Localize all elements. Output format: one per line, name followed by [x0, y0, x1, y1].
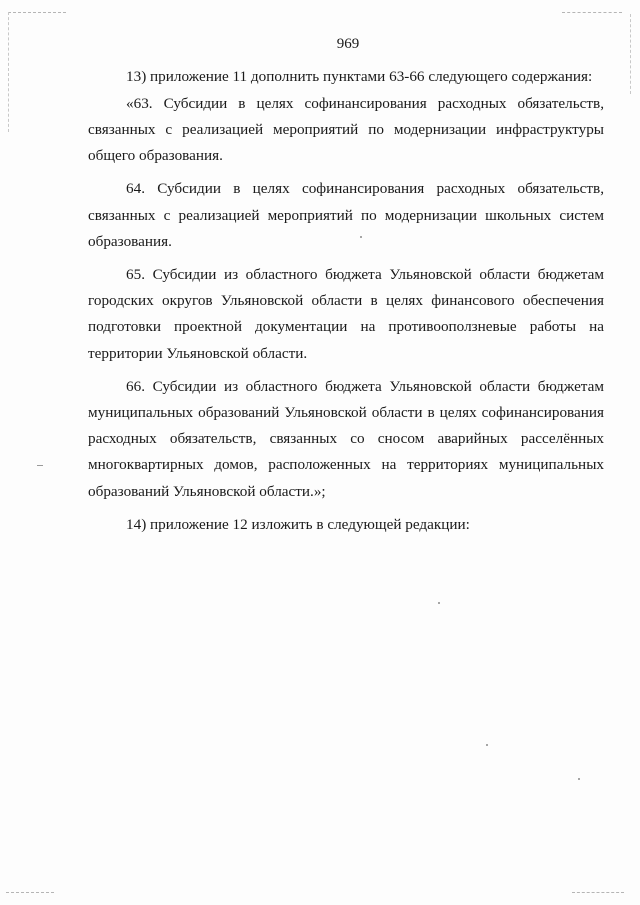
paragraph-subsidy-63: «63. Субсидии в целях софинансирования расходных обязательств, связанных с реализацией мероприятий по модернизации инфраструктуры общего образования.	[88, 94, 604, 165]
paragraph-item-14: 14) приложение 12 изложить в следующей редакции:	[126, 515, 470, 533]
scan-edge-top-right	[562, 12, 622, 13]
scan-edge-right	[630, 14, 631, 94]
scan-mark-left	[37, 465, 43, 466]
scan-speck	[438, 602, 440, 604]
page-number: 969	[336, 36, 360, 52]
scan-speck	[486, 744, 488, 746]
paragraph-subsidy-66: 66. Субсидии из областного бюджета Ульяновской области бюджетам муниципальных образований Ульяновской области в целях софинансирования расходных обязательств, связанных со сносом аварийных расселённых многоквартирных домов, расположенных на территориях муниципальных образований Ульяновской области.»;	[88, 377, 604, 500]
scan-edge-top-left	[8, 12, 66, 13]
paragraph-item-13: 13) приложение 11 дополнить пунктами 63-66 следующего содержания:	[126, 68, 593, 85]
paragraph-subsidy-65: 65. Субсидии из областного бюджета Ульяновской области бюджетам городских округов Ульяновской области в целях финансового обеспечения подготовки проектной документации на противооползневые работы на территории Ульяновской области.	[88, 265, 604, 362]
scan-edge-left	[8, 12, 9, 132]
scan-edge-bottom-right	[572, 892, 624, 893]
document-body	[88, 64, 604, 538]
paragraph-subsidy-64: 64. Субсидии в целях софинансирования расходных обязательств, связанных с реализацией мероприятий по модернизации школьных систем образования.	[88, 180, 604, 250]
scan-speck	[578, 778, 580, 780]
scan-edge-bottom-left	[6, 892, 54, 893]
